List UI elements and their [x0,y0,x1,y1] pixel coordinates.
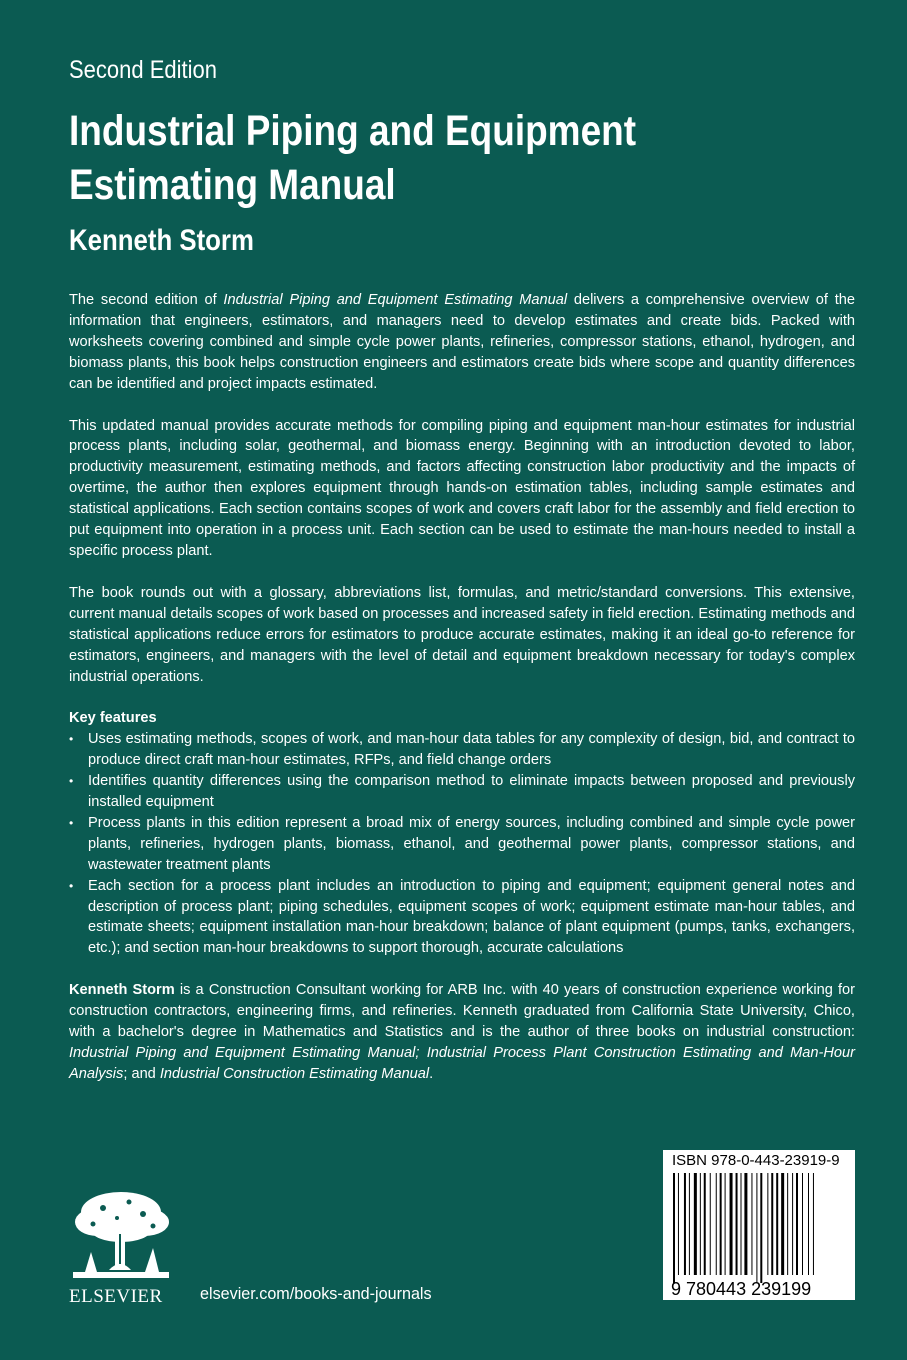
key-feature-item: • Process plants in this edition represent a broad mix of energy sources, including combined and simple cycle power plants, refineries, hydrogen plants, biomass, ethanol, and geothermal power plants, compressor stations, and wastewater treatment plants [69,813,855,876]
book-title-line-2: Estimating Manual [69,161,396,209]
key-features-heading: Key features [69,710,157,727]
barcode-bar [744,1173,747,1275]
barcode-bar [781,1173,784,1275]
publisher-url: elsevier.com/books-and-journals [200,1284,432,1303]
bio-text: is a Construction Consultant working for ARB Inc. with 40 years of construction experience working for construction contractors, engineering firms, and refineries. Kenneth graduated from California State University, Chico, with a bachelor's degree in Mathematics and Statistics and is the author of three books on industrial construction: [69,982,855,1041]
bio-book-title: Industrial Construction Estimating Manual [159,1065,430,1082]
barcode-bar [730,1173,733,1275]
key-features-list [69,729,855,959]
back-cover-description [69,290,855,1106]
bio-text: ; and [123,1065,160,1082]
bio-book-titles: Industrial Piping and Equipment Estimating Manual; Industrial Process Plant Construction Estimating and Man-Hour Analysis [69,1045,855,1082]
barcode-bar [776,1173,778,1275]
barcode-bar [694,1173,697,1275]
author-name: Kenneth Storm [69,224,254,257]
barcode-bar [756,1173,757,1283]
barcode-bar [802,1173,803,1275]
barcode-bar [767,1173,768,1275]
barcode-bar [684,1173,686,1275]
barcode-bar [704,1173,706,1275]
description-paragraph-3: The book rounds out with a glossary, abbreviations list, formulas, and metric/standard conversions. This extensive, current manual details scopes of work based on processes and increased safety in field erection. Estimating methods and statistical applications reduce errors for estimators to produce accurate estimates, making it an ideal go-to reference for estimators, engineers, and managers with the level of detail and equipment breakdown necessary for today's complex industrial operations. [69,584,855,685]
barcode-bars [663,1171,855,1300]
book-title [69,104,636,212]
paragraph-text: The second edition of [69,292,224,308]
barcode-bar [720,1173,722,1275]
barcode-bar [813,1173,814,1275]
barcode-bar [808,1173,809,1275]
barcode-bar [678,1173,679,1275]
bio-text: . [429,1065,434,1082]
key-feature-item: • Each section for a process plant includes an introduction to piping and equipment; equipment general notes and description of process plant; piping schedules, equipment scopes of work; equipment estimate man-hour tables, and estimate sheets; equipment installation man-hour breakdown; balance of plant equipment (pumps, tanks, exchangers, etc.); and section man-hour breakdowns to support thorough, accurate calculations [69,876,855,960]
author-bio [69,980,855,1085]
barcode-bar [736,1173,738,1275]
isbn-barcode [663,1150,855,1300]
barcode-bar [700,1173,701,1275]
paragraph-italic-title: Industrial Piping and Equipment Estimating Manual [223,292,568,308]
barcode-bar [787,1173,788,1275]
elsevier-tree-logo-icon [69,1188,173,1284]
barcode-bar [760,1173,762,1283]
paragraph-text: delivers a comprehensive overview of the information that engineers, estimators, and managers need to develop estimates and create bids. Packed with worksheets covering combined and simple cycle power plants, refineries, compressor stations, ethanol, hydrogen, and biomass plants, this book helps construction engineers and estimators create bids where scope and quantity differences can be identified and project impacts estimated. [69,292,856,392]
barcode-bar [796,1173,798,1275]
edition-label: Second Edition [69,56,218,84]
isbn-label: ISBN 978-0-443-23919-9 [672,1152,840,1169]
elsevier-wordmark: ELSEVIER [69,1286,163,1307]
barcode-bar [771,1173,773,1275]
barcode-bar [710,1173,711,1275]
barcode-bar [689,1173,690,1275]
description-paragraph-1 [69,290,855,395]
barcode-bar [751,1173,752,1275]
elsevier-logo [69,1188,173,1308]
barcode-bar [716,1173,717,1275]
bio-author-name: Kenneth Storm [69,982,175,999]
key-feature-item: • Uses estimating methods, scopes of work, and man-hour data tables for any complexity of design, bid, and contract to produce direct craft man-hour estimates, RFPs, and field change orders [69,729,855,771]
barcode-bar [725,1173,726,1275]
barcode-bar [792,1173,793,1275]
barcode-digits: 9 780443 239199 [671,1279,812,1299]
barcode-bar [741,1173,742,1275]
description-paragraph-2: This updated manual provides accurate methods for compiling piping and equipment man-hour estimates for industrial process plants, including solar, geothermal, and biomass energy. Beginning with an introduction devoted to labor, productivity measurement, estimating methods, and factors affecting construction labor productivity and the impacts of overtime, the author then explores equipment through hands-on estimation tables, including sample estimates and statistical applications. Each section contains scopes of work and covers craft labor for the assembly and field erection to put equipment into operation in a process unit. Each section can be used to estimate the man-hours needed to install a specific process plant. [69,417,855,559]
book-title-line-1: Industrial Piping and Equipment [69,107,637,155]
barcode-bar [673,1173,675,1283]
key-feature-item: • Identifies quantity differences using the comparison method to eliminate impacts between proposed and previously installed equipment [69,771,855,813]
